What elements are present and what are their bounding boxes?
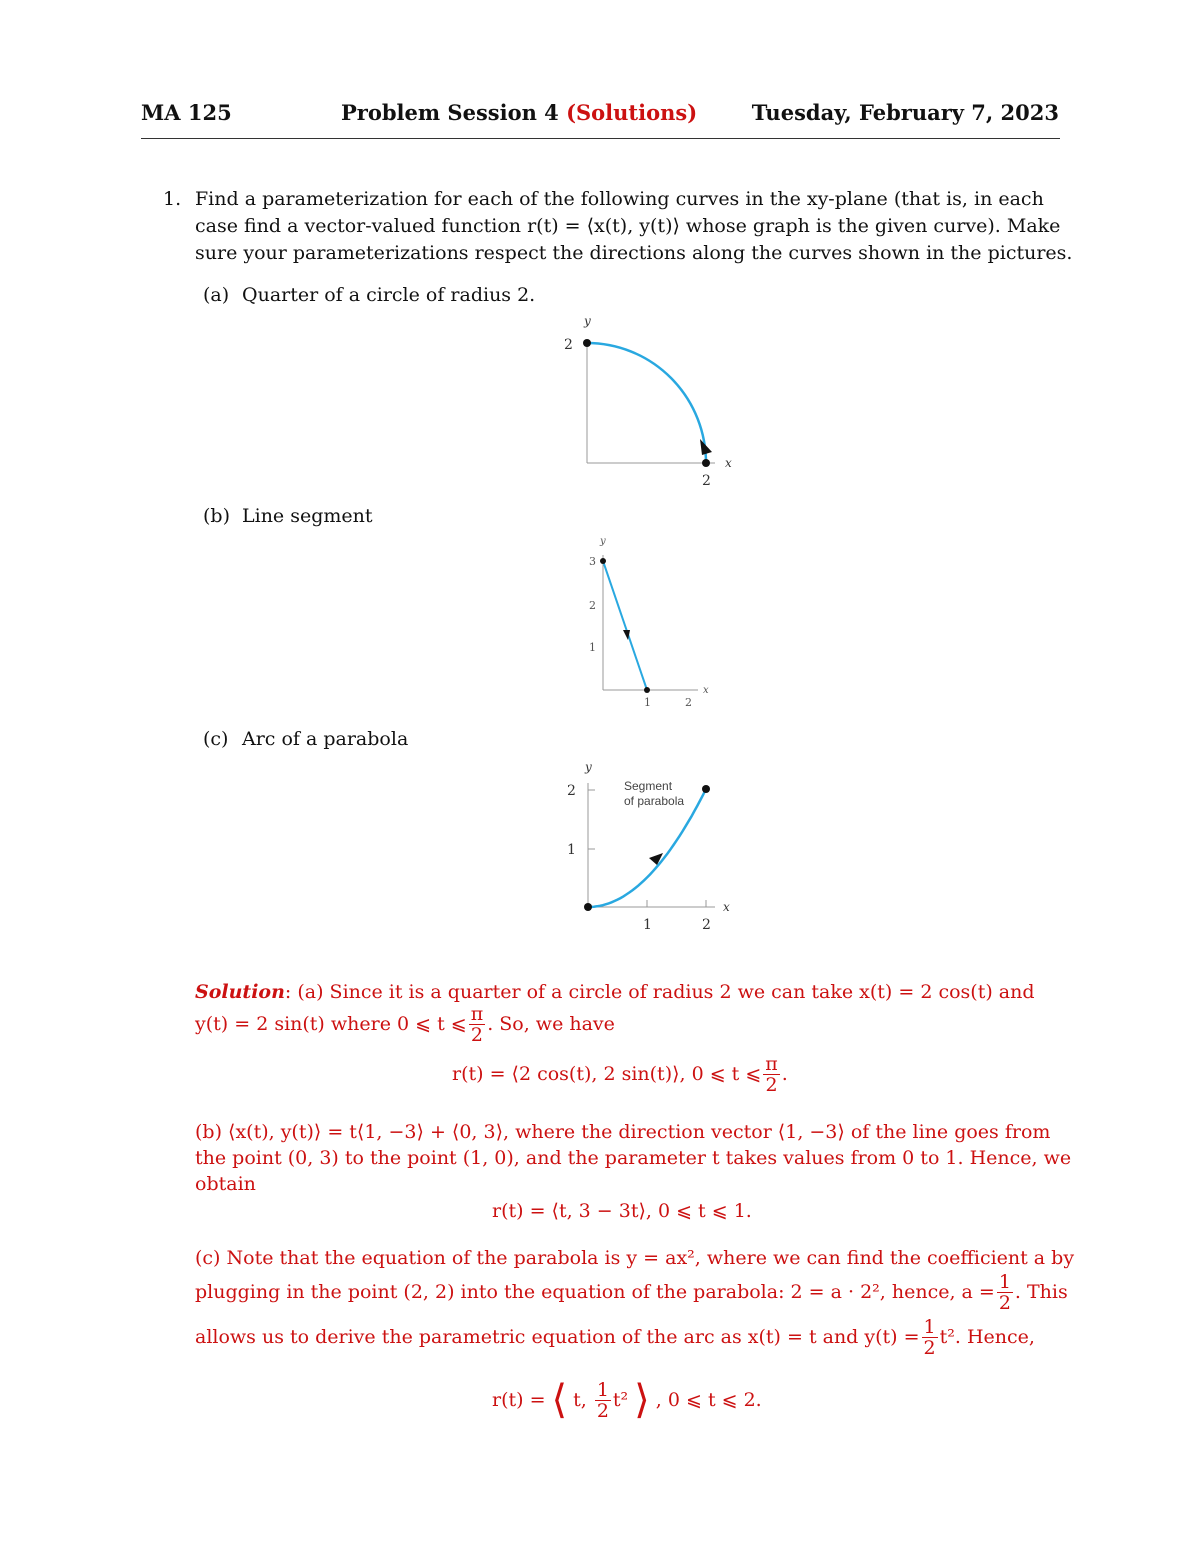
solution-c-line-1: (c) Note that the equation of the parabola is y = ax², where we can find the coefficient a by — [195, 1247, 1075, 1269]
solution-c-eq-post: , 0 ⩽ t ⩽ 2. — [655, 1388, 762, 1411]
fig-b-y-tick-1: 1 — [589, 641, 596, 654]
solution-c-text-2-post: . This — [1014, 1280, 1068, 1303]
solution-c-eq-t: t, — [573, 1388, 587, 1411]
fig-a-y-tick: 2 — [564, 337, 573, 353]
frac-denominator: 2 — [596, 1399, 609, 1422]
part-b-label: (b) — [203, 505, 230, 527]
part-a-text: Quarter of a circle of radius 2. — [242, 284, 536, 306]
solution-a-text-2: y(t) = 2 sin(t) where 0 ⩽ t ⩽ — [195, 1012, 467, 1035]
solution-c-eq-pre: r(t) = — [492, 1388, 546, 1411]
part-c-label: (c) — [203, 728, 229, 750]
problem-number: 1. — [163, 188, 182, 210]
fraction-one-half-y — [922, 1317, 938, 1358]
fig-c-note-line-1: Segment — [624, 779, 673, 793]
solution-c-text-3: allows us to derive the parametric equation of the arc as x(t) = t and y(t) = — [195, 1325, 920, 1348]
part-c-text: Arc of a parabola — [242, 728, 409, 750]
part-b-text: Line segment — [242, 505, 373, 527]
frac-denominator: 2 — [470, 1023, 483, 1046]
fraction-pi-over-2 — [469, 1004, 486, 1045]
fig-c-x-tick-1: 1 — [643, 917, 652, 933]
fig-c-end-point — [702, 785, 710, 793]
figure-c-parabola-arc — [555, 755, 755, 940]
course-code: MA 125 — [141, 100, 232, 125]
fig-a-end-point — [702, 459, 710, 467]
fig-b-y-label: y — [600, 536, 606, 547]
fig-b-segment — [603, 561, 647, 690]
fig-a-curve — [587, 343, 706, 463]
frac-numerator: 1 — [998, 1270, 1011, 1293]
part-a-label: (a) — [203, 284, 230, 306]
solution-b-line-3: obtain — [195, 1173, 256, 1195]
fig-a-x-tick: 2 — [702, 473, 711, 489]
frac-numerator: π — [765, 1052, 778, 1075]
solution-c-eq-tsq: t² — [612, 1388, 629, 1411]
fig-a-x-label: x — [725, 456, 732, 470]
frac-numerator: 1 — [596, 1378, 609, 1401]
fig-a-y-label: y — [584, 314, 591, 328]
fraction-one-half-eq — [595, 1380, 611, 1421]
solution-a-text-1: : (a) Since it is a quarter of a circle of radius 2 we can take x(t) = 2 cos(t) and — [284, 981, 1035, 1003]
right-angle-bracket: ⟩ — [634, 1377, 650, 1423]
solutions-tag: (Solutions) — [566, 100, 698, 125]
session-title — [341, 100, 697, 125]
solution-c-text-2: plugging in the point (2, 2) into the equation of the parabola: 2 = a · 2², hence, a = — [195, 1280, 995, 1303]
fig-b-x-label: x — [703, 685, 709, 696]
fig-a-direction-arrow — [700, 439, 712, 455]
frac-denominator: 2 — [923, 1336, 936, 1359]
frac-numerator: π — [470, 1002, 484, 1025]
fig-b-x-tick-2: 2 — [685, 696, 692, 709]
fig-b-end-point — [644, 687, 650, 693]
figure-a-quarter-circle — [540, 305, 760, 500]
fig-c-start-point — [584, 903, 592, 911]
solution-a-eq-text: r(t) = ⟨2 cos(t), 2 sin(t)⟩, 0 ⩽ t ⩽ — [452, 1062, 762, 1085]
fig-a-start-point — [583, 339, 591, 347]
problem-line-3: sure your parameterizations respect the directions along the curves shown in the pictures. — [195, 242, 1073, 264]
solution-c-line-2 — [195, 1268, 1068, 1316]
left-angle-bracket: ⟨ — [551, 1377, 568, 1423]
fig-c-y-tick-2: 2 — [567, 783, 576, 799]
fig-c-x-label: x — [723, 900, 730, 914]
solution-c-equation — [492, 1370, 762, 1430]
solution-a-equation: r(t) = ⟨2 cos(t), 2 sin(t)⟩, 0 ⩽ t ⩽ $\frac{\pi}{2}$ . — [452, 1052, 788, 1096]
fig-c-note-line-2: of parabola — [624, 794, 685, 808]
solution-a-line-2 — [195, 1000, 615, 1048]
fig-b-y-tick-2: 2 — [589, 599, 596, 612]
solution-b-line-2: the point (0, 3) to the point (1, 0), and the parameter t takes values from 0 to 1. Hence, we — [195, 1147, 1072, 1169]
solution-b-line-1: (b) ⟨x(t), y(t)⟩ = t⟨1, −3⟩ + ⟨0, 3⟩, where the direction vector ⟨1, −3⟩ of the line goes from — [195, 1121, 1051, 1143]
fig-b-y-tick-3: 3 — [589, 555, 596, 568]
fig-b-x-tick-1: 1 — [644, 696, 651, 709]
solution-title: Solution — [195, 981, 285, 1003]
fig-c-y-tick-1: 1 — [567, 842, 576, 858]
fraction-one-half — [997, 1272, 1013, 1313]
header-date: Tuesday, February 7, 2023 — [751, 100, 1059, 125]
solution-c-text-3-post: t². Hence, — [939, 1325, 1035, 1348]
fraction-pi-over-2-eq — [763, 1054, 780, 1095]
header-rule — [141, 138, 1060, 139]
solution-c-line-3 — [195, 1313, 1035, 1361]
solution-a-text-2-post: . So, we have — [487, 1012, 615, 1035]
frac-denominator: 2 — [765, 1073, 778, 1096]
solution-b-equation: r(t) = ⟨t, 3 − 3t⟩, 0 ⩽ t ⩽ 1. — [492, 1200, 752, 1222]
figure-b-line-segment — [570, 530, 730, 715]
session-label: Problem Session 4 — [341, 100, 559, 125]
problem-line-2: case find a vector-valued function r(t) = ⟨x(t), y(t)⟩ whose graph is the given curve). Make — [195, 215, 1061, 237]
frac-denominator: 2 — [998, 1291, 1011, 1314]
fig-c-y-label: y — [585, 760, 592, 774]
frac-numerator: 1 — [923, 1315, 936, 1338]
fig-b-start-point — [600, 558, 606, 564]
fig-c-x-tick-2: 2 — [702, 917, 711, 933]
problem-line-1: Find a parameterization for each of the following curves in the xy-plane (that is, in each — [195, 188, 1044, 210]
